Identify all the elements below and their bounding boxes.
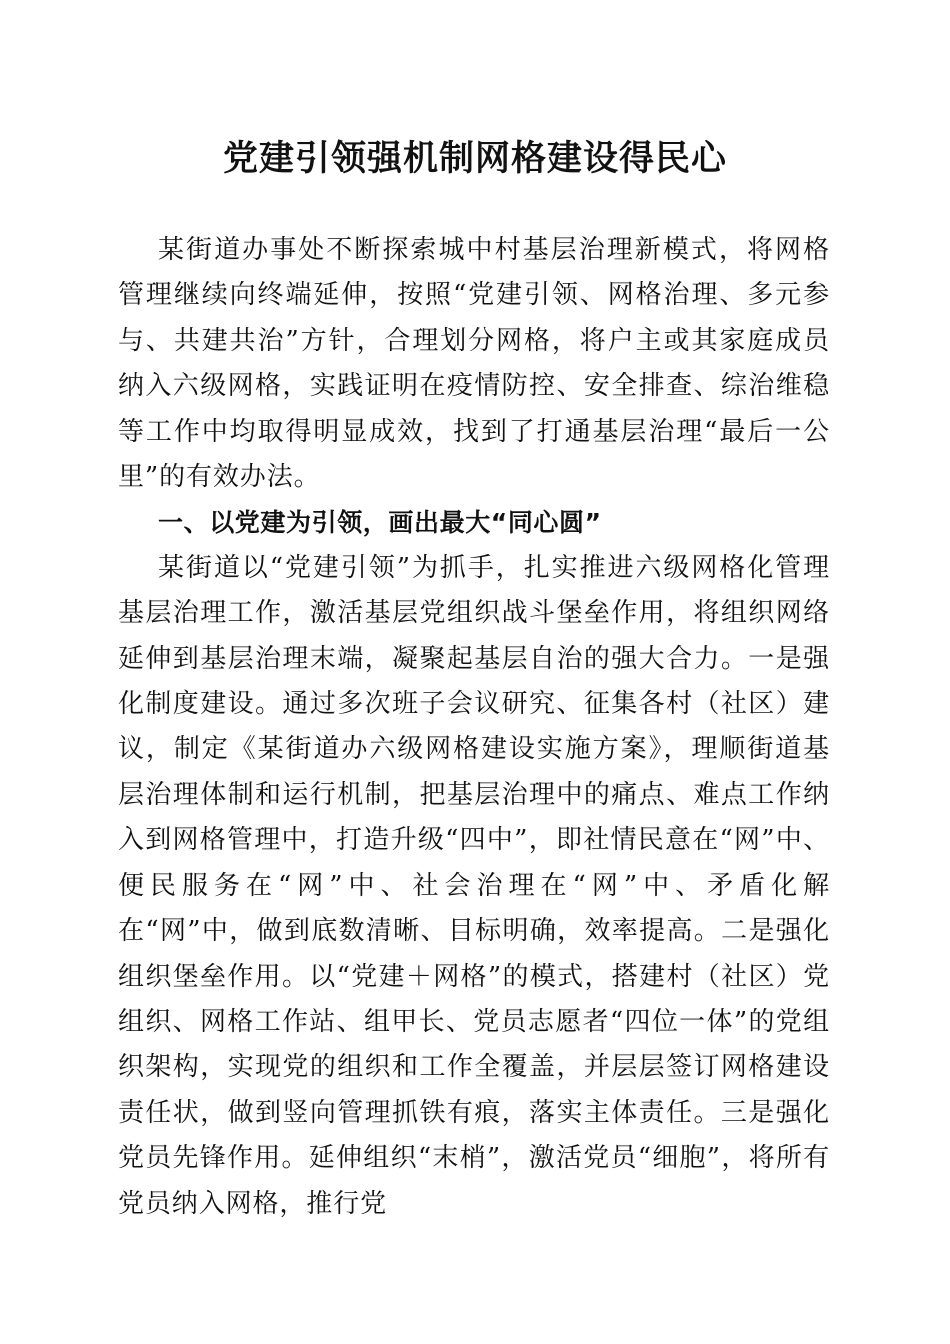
document-body bbox=[118, 228, 830, 1227]
section-1-paragraph: 某街道以“党建引领”为抓手，扎实推进六级网格化管理基层治理工作，激活基层党组织战斗堡垒作用，将组织网络延伸到基层治理末端，凝聚起基层自治的强大合力。一是强化制度建设。通过多次班子会议研究、征集各村（社区）建议，制定《某街道办六级网格建设实施方案》，理顺街道基层治理体制和运行机制，把基层治理中的痛点、难点工作纳入到网格管理中，打造升级“四中”，即社情民意在“网”中、便民服务在“网”中、社会治理在“网”中、矛盾化解在“网”中，做到底数清晰、目标明确，效率提高。二是强化组织堡垒作用。以“党建＋网格”的模式，搭建村（社区）党组织、网格工作站、组甲长、党员志愿者“四位一体”的党组织架构，实现党的组织和工作全覆盖，并层层签订网格建设责任状，做到竖向管理抓铁有痕，落实主体责任。三是强化党员先锋作用。延伸组织“末梢”，激活党员“细胞”，将所有党员纳入网格，推行党 bbox=[118, 552, 830, 1219]
document-title: 党建引领强机制网格建设得民心 bbox=[222, 138, 727, 179]
section-heading-1: 一、以党建为引领，画出最大“同心圆” bbox=[158, 508, 602, 538]
intro-paragraph: 某街道办事处不断探索城中村基层治理新模式，将网格管理继续向终端延伸，按照“党建引领、网格治理、多元参与、共建共治”方针，合理划分网格，将户主或其家庭成员纳入六级网格，实践证明在疫情防控、安全排查、综治维稳等工作中均取得明显成效，找到了打通基层治理“最后一公里”的有效办法。 bbox=[118, 235, 830, 493]
